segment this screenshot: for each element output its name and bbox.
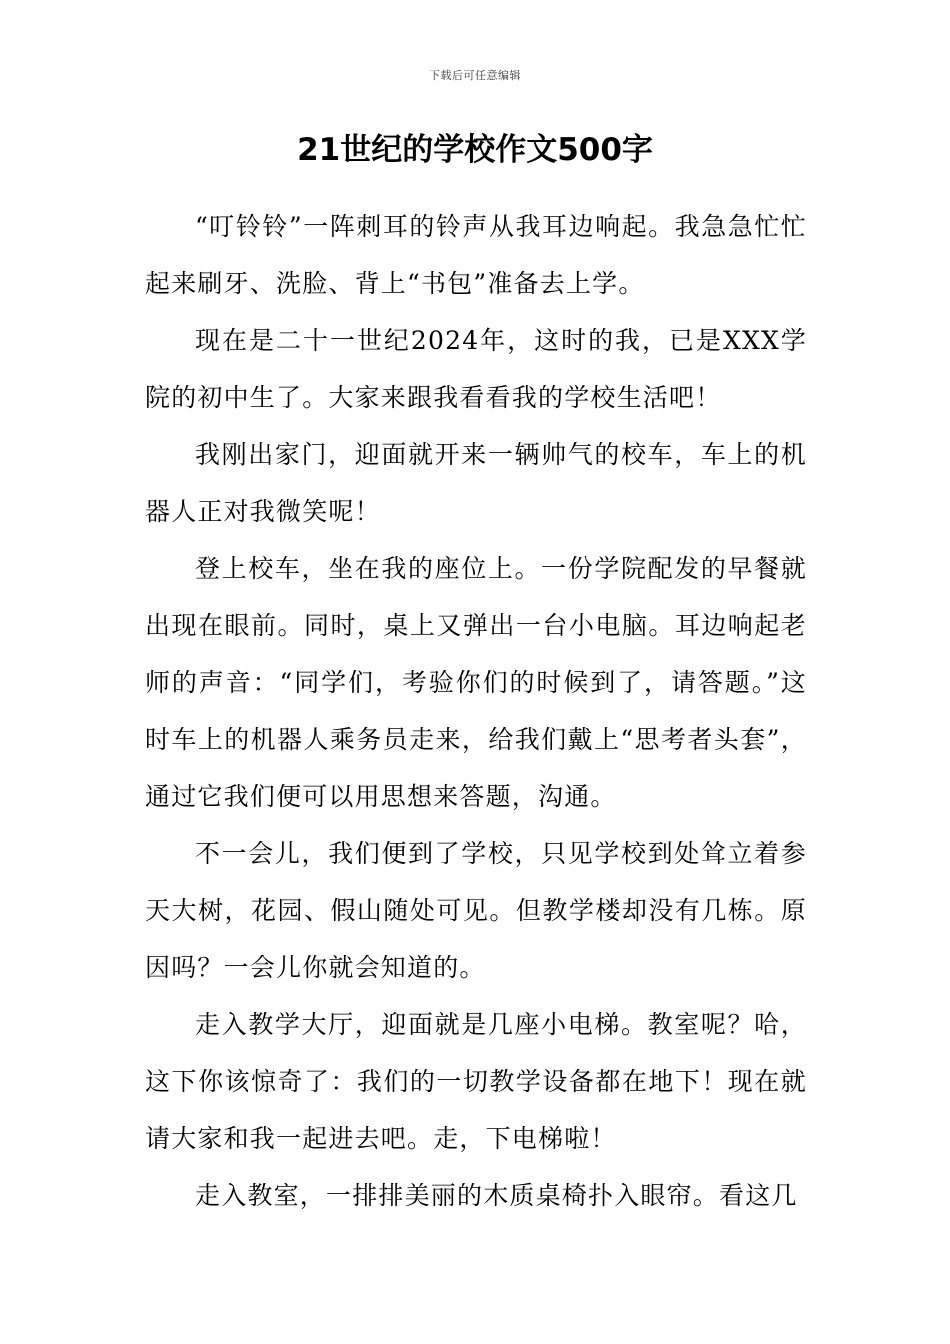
paragraph: 登上校车，坐在我的座位上。一份学院配发的早餐就出现在眼前。同时，桌上又弹出一台小电脑。耳边响起老师的声音：“同学们，考验你们的时候到了，请答题。”这时车上的机器人乘务员走来，给我们戴上“思考者头套”，通过它我们便可以用思想来答题，沟通。	[145, 554, 807, 811]
paragraph: “叮铃铃”一阵刺耳的铃声从我耳边响起。我急急忙忙起来刷牙、洗脸、背上“书包”准备去上学。	[145, 212, 807, 298]
document-body	[145, 198, 807, 1224]
paragraph: 我刚出家门，迎面就开来一辆帅气的校车，车上的机器人正对我微笑呢！	[145, 440, 807, 526]
paragraph: 现在是二十一世纪2024年，这时的我，已是XXX学院的初中生了。大家来跟我看看我的学校生活吧！	[145, 326, 807, 412]
paragraph: 走入教室，一排排美丽的木质桌椅扑入眼帘。看这几	[195, 1181, 798, 1210]
header-note: 下载后可任意编辑	[429, 69, 521, 82]
paragraph: 不一会儿，我们便到了学校，只见学校到处耸立着参天大树，花园、假山随处可见。但教学楼却没有几栋。原因吗？一会儿你就会知道的。	[145, 839, 807, 982]
document-title: 21世纪的学校作文500字	[297, 132, 653, 168]
paragraph: 走入教学大厅，迎面就是几座小电梯。教室呢？哈，这下你该惊奇了：我们的一切教学设备都在地下！现在就请大家和我一起进去吧。走，下电梯啦！	[145, 1010, 807, 1153]
